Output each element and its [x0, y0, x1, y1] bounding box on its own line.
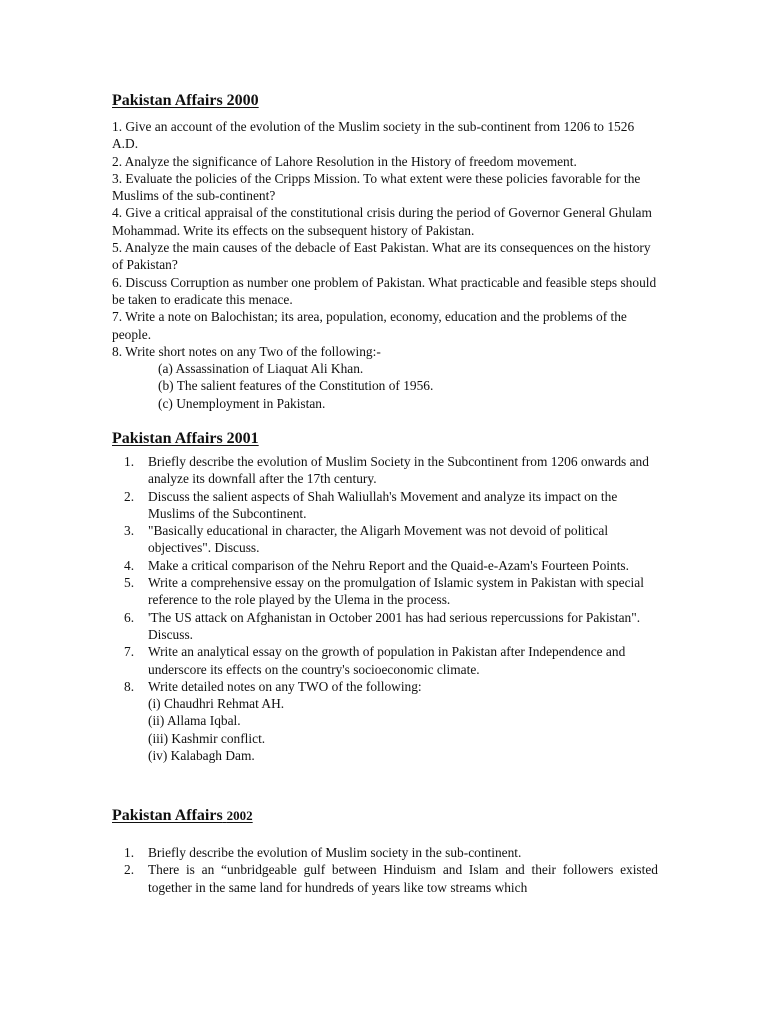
- section-title-main: Pakistan Affairs: [112, 807, 223, 824]
- question-text: "Basically educational in character, the Aligarh Movement was not devoid of political objectives". Discuss.: [148, 523, 609, 556]
- question-list: [112, 844, 658, 896]
- question-item: [112, 861, 658, 896]
- question-item: [112, 844, 658, 861]
- question-text: Briefly describe the evolution of Muslim Society in the Subcontinent from 1206 onwards and analyze its downfall after the 17th century.: [148, 454, 649, 487]
- question-text: There is an “unbridgeable gulf between Hinduism and Islam and their followers existed together in the same land for hundreds of years like tow streams which: [148, 862, 658, 895]
- question-list: [112, 453, 658, 764]
- question-text: Briefly describe the evolution of Muslim society in the sub-continent.: [148, 845, 522, 860]
- question-number: 4.: [124, 557, 135, 573]
- sub-item: (c) Unemployment in Pakistan.: [158, 395, 326, 411]
- question-text: Discuss the salient aspects of Shah Waliullah's Movement and analyze its impact on the Muslims of the Subcontinent.: [148, 488, 618, 521]
- question-item: 1. Give an account of the evolution of the Muslim society in the sub-continent from 1206 to 1526 A.D.: [112, 119, 635, 152]
- question-text: Write an analytical essay on the growth of population in Pakistan after Independence and underscore its effects on the country's socioeconomic climate.: [148, 644, 626, 677]
- section-2000: [112, 91, 658, 412]
- question-item: [112, 488, 658, 523]
- question-item: [112, 453, 658, 488]
- question-text: Write a comprehensive essay on the promulgation of Islamic system in Pakistan with special reference to the role played by the Ulema in the process.: [148, 575, 644, 608]
- sub-item: (a) Assassination of Liaquat Ali Khan.: [158, 361, 364, 377]
- sub-item: (i) Chaudhri Rehmat AH.: [148, 696, 285, 712]
- section-2002: [112, 806, 658, 896]
- question-list: [112, 118, 658, 412]
- question-number: 2.: [124, 862, 135, 878]
- question-item: 3. Evaluate the policies of the Cripps Mission. To what extent were these policies favorable for the Muslims of the sub-continent?: [112, 170, 641, 204]
- question-item: 6. Discuss Corruption as number one problem of Pakistan. What practicable and feasible steps should be taken to eradicate this menace.: [112, 274, 657, 307]
- question-text: 'The US attack on Afghanistan in October 2001 has had serious repercussions for Pakistan". Discuss.: [148, 609, 641, 642]
- section-title: Pakistan Affairs 2001: [112, 430, 259, 447]
- question-item: [112, 609, 658, 644]
- question-number: 3.: [124, 523, 135, 539]
- question-number: 8.: [124, 678, 135, 694]
- question-item: [112, 557, 658, 574]
- sub-item: (b) The salient features of the Constitution of 1956.: [158, 378, 434, 394]
- question-text: Write detailed notes on any TWO of the following:: [148, 678, 422, 694]
- question-item: 5. Analyze the main causes of the debacle of East Pakistan. What are its consequences on the history of Pakistan?: [112, 240, 651, 273]
- question-item: 8. Write short notes on any Two of the following:-: [112, 343, 381, 359]
- section-title: Pakistan Affairs 2000: [112, 92, 259, 109]
- question-item: [112, 643, 658, 678]
- question-number: 7.: [124, 644, 135, 660]
- question-number: 6.: [124, 609, 135, 625]
- question-item: [112, 522, 658, 557]
- section-2001: [112, 429, 658, 764]
- question-item: [112, 678, 658, 764]
- question-item: 7. Write a note on Balochistan; its area, population, economy, education and the problems of the people.: [112, 309, 627, 342]
- question-number: 2.: [124, 488, 135, 504]
- sub-item: (iv) Kalabagh Dam.: [148, 748, 255, 764]
- question-number: 5.: [124, 575, 135, 591]
- question-number: 1.: [124, 454, 135, 469]
- sub-item: (iii) Kashmir conflict.: [148, 730, 266, 746]
- section-title: [112, 806, 658, 826]
- question-item: 4. Give a critical appraisal of the constitutional crisis during the period of Governor General Ghulam Mohammad. Write its effects on the subsequent history of Pakistan.: [112, 205, 652, 238]
- section-title-year: 2002: [226, 808, 253, 823]
- question-text: Make a critical comparison of the Nehru Report and the Quaid-e-Azam's Fourteen Points.: [148, 557, 629, 573]
- question-item: 2. Analyze the significance of Lahore Resolution in the History of freedom movement.: [112, 153, 577, 169]
- question-number: 1.: [124, 845, 135, 860]
- sub-item: (ii) Allama Iqbal.: [148, 713, 241, 729]
- question-item: [112, 574, 658, 609]
